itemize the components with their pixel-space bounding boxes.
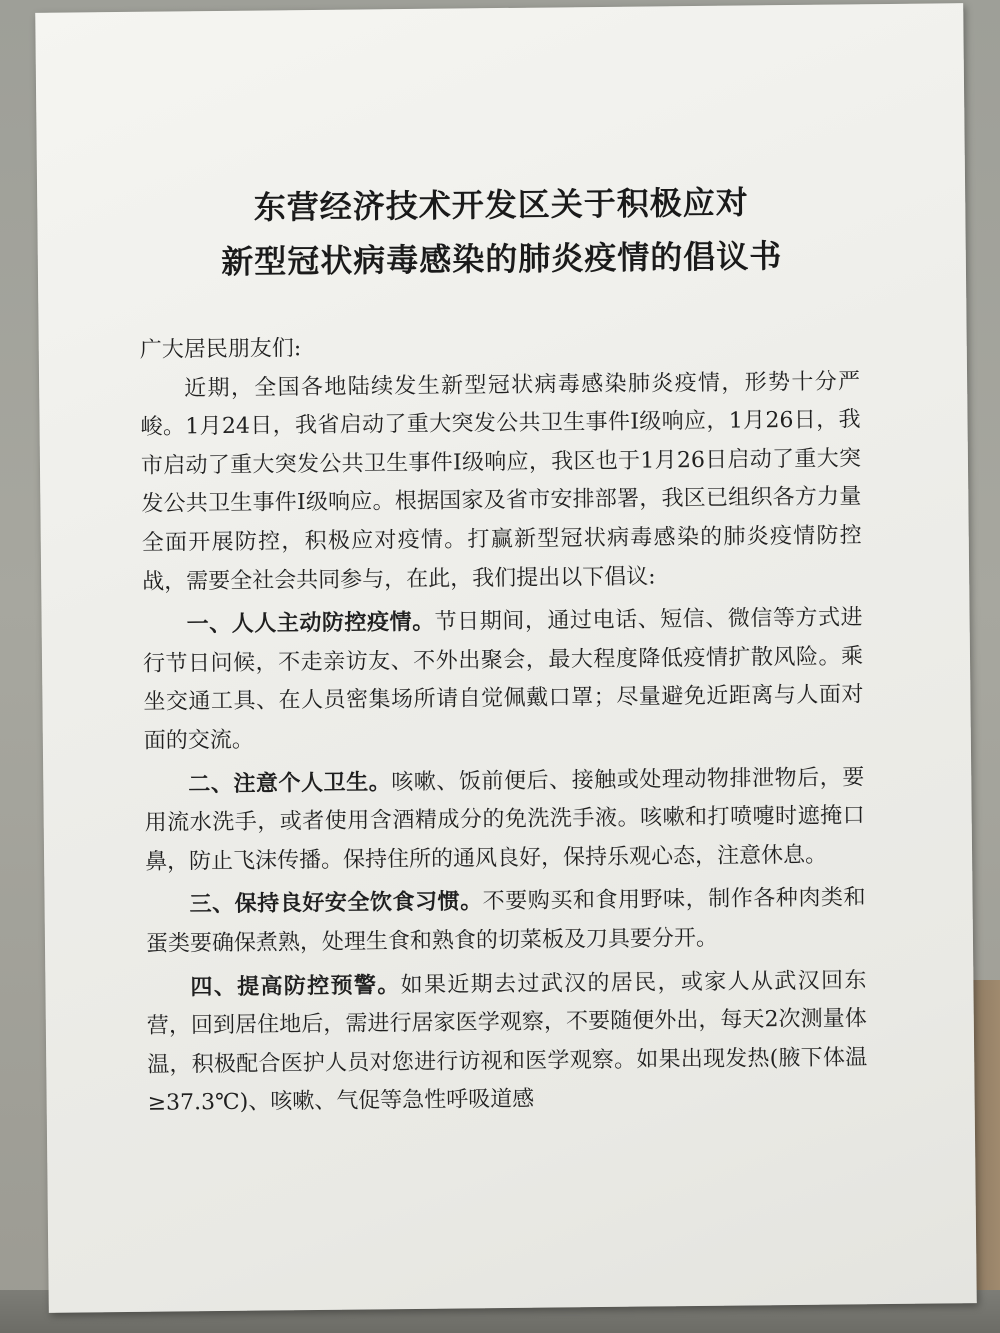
item-paragraph-3 (145, 879, 866, 965)
item-heading-4: 四、提高防控预警。 (190, 971, 401, 1000)
item-text-2: 咳嗽、饭前便后、接触或处理动物排泄物后，要用流水洗手，或者使用含酒精成分的免洗洗手液。咳嗽和打喷嚏时遮掩口鼻，防止飞沫传播。保持住所的通风良好，保持乐观心态，注意休息。 (144, 764, 865, 875)
document-title-line-1: 东营经济技术开发区关于积极应对 (253, 183, 749, 227)
salutation: 广大居民朋友们: (139, 336, 302, 363)
item-text-3: 不要购买和食用野味，制作各种肉类和蛋类要确保煮熟，处理生食和熟食的切菜板及刀具要分开。 (145, 885, 866, 957)
item-paragraph-2 (144, 758, 865, 882)
item-paragraph-4 (146, 961, 868, 1124)
document-page (35, 3, 977, 1313)
item-heading-1: 一、人人主动防控疫情。 (186, 608, 435, 638)
item-paragraph-1 (142, 598, 864, 761)
item-heading-3: 三、保持良好安全饮食习惯。 (189, 888, 483, 918)
document-body (140, 324, 868, 1123)
item-heading-2: 二、注意个人卫生。 (188, 768, 392, 797)
intro-paragraph: 近期，全国各地陆续发生新型冠状病毒感染肺炎疫情，形势十分严峻。1月24日，我省启动了重大突发公共卫生事件Ⅰ级响应，1月26日，我市启动了重大突发公共卫生事件Ⅰ级响应，我区也于1月26日启动了重大突发公共卫生事件Ⅰ级响应。根据国家及省市安排部署，我区已组织各方力量全面开展防控，积极应对疫情。打赢新型冠状病毒感染的肺炎疫情防控战，需要全社会共同参与，在此，我们提出以下倡议: (140, 368, 862, 595)
document-title-line-2: 新型冠状病毒感染的肺炎疫情的倡议书 (221, 237, 783, 281)
item-text-4: 如果近期去过武汉的居民，或家人从武汉回东营，回到居住地后，需进行居家医学观察，不要随便外出，每天2次测量体温，积极配合医护人员对您进行访视和医学观察。如果出现发热(腋下体温≥37.3℃)、咳嗽、气促等急性呼吸道感 (146, 967, 868, 1117)
item-text-1: 节日期间，通过电话、短信、微信等方式进行节日问候，不走亲访友、不外出聚会，最大程度降低疫情扩散风险。乘坐交通工具、在人员密集场所请自觉佩戴口罩；尽量避免近距离与人面对面的交流。 (142, 605, 864, 754)
